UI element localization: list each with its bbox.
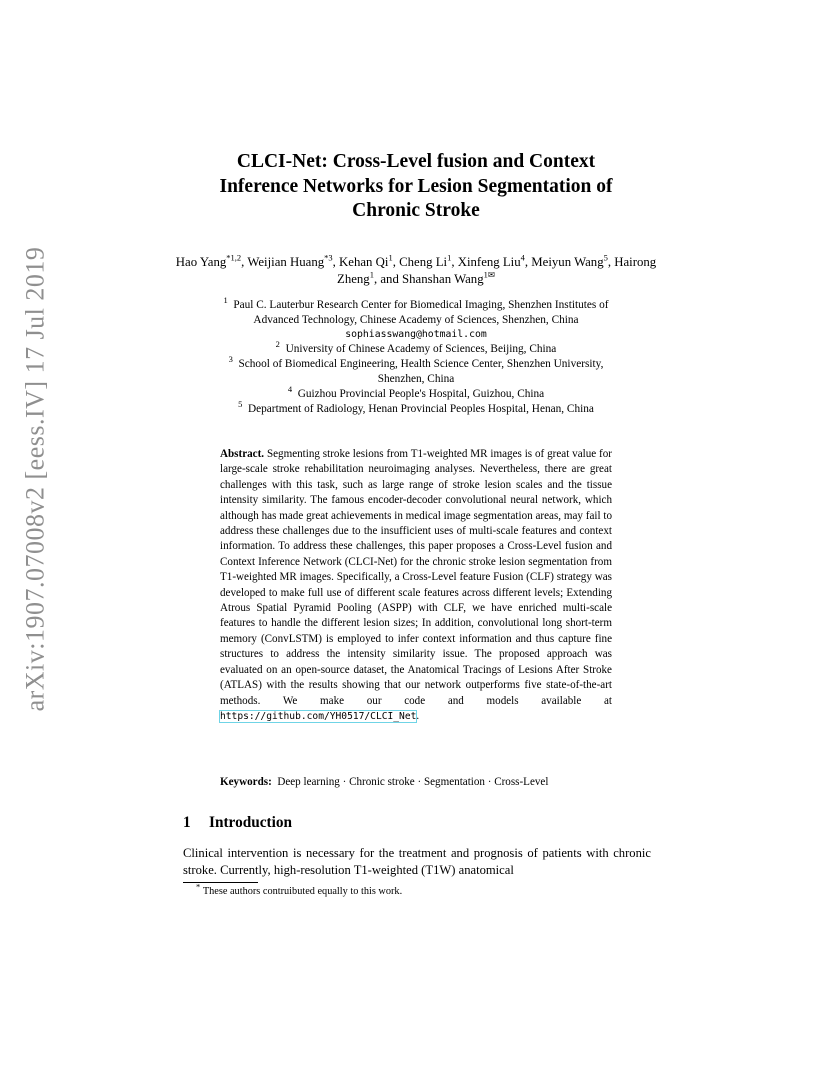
abstract-text: Segmenting stroke lesions from T1-weighted MR images is of great value for large-scale stroke rehabilitation neuroimaging analyses. Nevertheless, there are great challenges with this task, such as large range of stroke lesion scales and the tissue intensity similarity. The famous encoder-decoder convolutional neural network, which although has made great achievements in medical image segmentation areas, may fail to address these challenges due to the insufficient uses of multi-scale features and context information. To address these challenges, this paper proposes a Cross-Level fusion and Context Inference Network (CLCI-Net) for the chronic stroke lesion segmentation from T1-weighted MR images. Specifically, a Cross-Level feature Fusion (CLF) strategy was developed to make full use of different scale features across different levels; Extending Atrous Spatial Pyramid Pooling (ASPP) with CLF, we have enriched multi-scale features to handle the different lesion sizes; In addition, convolutional long short-term memory (ConvLSTM) is employed to infer context information and thus capture fine structures to address the intensity similarity issue. The proposed approach was evaluated on an open-source dataset, the Anatomical Tracings of Lesions After Stroke (ATLAS) with the results showing that our network outperforms five state-of-the-art methods. We make our code and models available at bbox=[220, 448, 612, 707]
affiliation-number: 5 bbox=[238, 398, 243, 409]
section-number: 1 bbox=[183, 814, 191, 831]
footnote-rule bbox=[183, 882, 258, 883]
author-affil-mark: *3 bbox=[324, 252, 333, 263]
affiliation-text: Guizhou Provincial People's Hospital, Guizhou, China bbox=[297, 387, 545, 400]
affiliation-5 bbox=[170, 398, 662, 417]
affiliation-number: 2 bbox=[275, 339, 280, 350]
author-separator: , and bbox=[373, 272, 403, 286]
affiliation-text: Department of Radiology, Henan Provincial Peoples Hospital, Henan, China bbox=[247, 402, 594, 415]
affiliation-list bbox=[170, 295, 662, 416]
author-separator: , bbox=[332, 255, 340, 269]
abstract-label: Abstract. bbox=[220, 448, 265, 460]
author-separator: , bbox=[524, 255, 532, 269]
footnote-text: These authors contruibuted equally to this work. bbox=[202, 886, 403, 897]
affiliation-2 bbox=[170, 339, 662, 357]
author-affil-mark: 1✉ bbox=[483, 269, 495, 280]
author-name: Meiyun Wang bbox=[531, 255, 604, 269]
affiliation-1-cont: Advanced Technology, Chinese Academy of Sciences, Shenzhen, China bbox=[253, 313, 579, 326]
affiliation-number: 3 bbox=[228, 354, 233, 365]
author-affil-mark: *1,2 bbox=[226, 252, 242, 263]
keywords-text: Deep learning · Chronic stroke · Segmentation · Cross-Level bbox=[277, 776, 549, 788]
author-separator: , bbox=[392, 255, 400, 269]
section-heading bbox=[183, 813, 292, 833]
contact-email: sophiasswang@hotmail.com bbox=[345, 328, 487, 340]
intro-paragraph: Clinical intervention is necessary for the treatment and prognosis of patients with chronic stroke. Currently, high-resolution T1-weighted (T1W) anatomical bbox=[183, 846, 651, 877]
author-separator: , bbox=[607, 255, 615, 269]
affiliation-text: School of Biomedical Engineering, Health Science Center, Shenzhen University, bbox=[238, 358, 604, 371]
code-link[interactable]: https://github.com/YH0517/CLCI_Net bbox=[220, 710, 417, 722]
author-name: Cheng Li bbox=[399, 255, 448, 269]
author-affil-mark: 5 bbox=[603, 252, 608, 263]
author-name: Xinfeng Liu bbox=[457, 255, 521, 269]
affiliation-1 bbox=[170, 295, 662, 313]
affiliation-number: 1 bbox=[223, 295, 228, 306]
abstract bbox=[220, 447, 612, 724]
footnote bbox=[196, 881, 403, 899]
affiliation-text: University of Chinese Academy of Sciences, Beijing, China bbox=[285, 343, 557, 356]
arxiv-id: arXiv:1907.07008v2 [eess.IV] 17 Jul 2019 bbox=[20, 246, 49, 712]
keywords-label: Keywords: bbox=[220, 776, 272, 788]
author-name: Weijian Huang bbox=[247, 255, 325, 269]
author-name: Hairong Zheng bbox=[337, 255, 657, 286]
author-affil-mark: 1 bbox=[369, 269, 374, 280]
arxiv-side-stamp bbox=[12, 246, 58, 712]
affiliation-3 bbox=[170, 354, 662, 372]
affiliation-4 bbox=[170, 384, 662, 402]
abstract-end: . bbox=[416, 709, 420, 722]
paper-title bbox=[140, 150, 692, 224]
author-name: Shanshan Wang bbox=[402, 272, 484, 286]
author-separator: , bbox=[451, 255, 458, 269]
affiliation-text: Paul C. Lauterbur Research Center for Biomedical Imaging, Shenzhen Institutes of bbox=[233, 299, 609, 311]
author-affil-mark: 1 bbox=[388, 252, 393, 263]
keywords bbox=[220, 775, 620, 790]
title-line-3: Chronic Stroke bbox=[352, 200, 480, 221]
footnote-mark: * bbox=[196, 881, 201, 892]
author-affil-mark: 4 bbox=[520, 252, 525, 263]
author-separator: , bbox=[241, 255, 248, 269]
author-name: Kehan Qi bbox=[339, 255, 389, 269]
author-list bbox=[166, 254, 666, 288]
section-title: Introduction bbox=[209, 814, 293, 831]
affiliation-number: 4 bbox=[287, 384, 293, 395]
author-name: Hao Yang bbox=[175, 255, 227, 269]
affiliation-3-cont: Shenzhen, China bbox=[377, 372, 455, 385]
title-line-1: CLCI-Net: Cross-Level fusion and Context bbox=[236, 151, 596, 172]
title-line-2: Inference Networks for Lesion Segmentation of bbox=[219, 175, 613, 197]
author-affil-mark: 1 bbox=[447, 252, 452, 263]
